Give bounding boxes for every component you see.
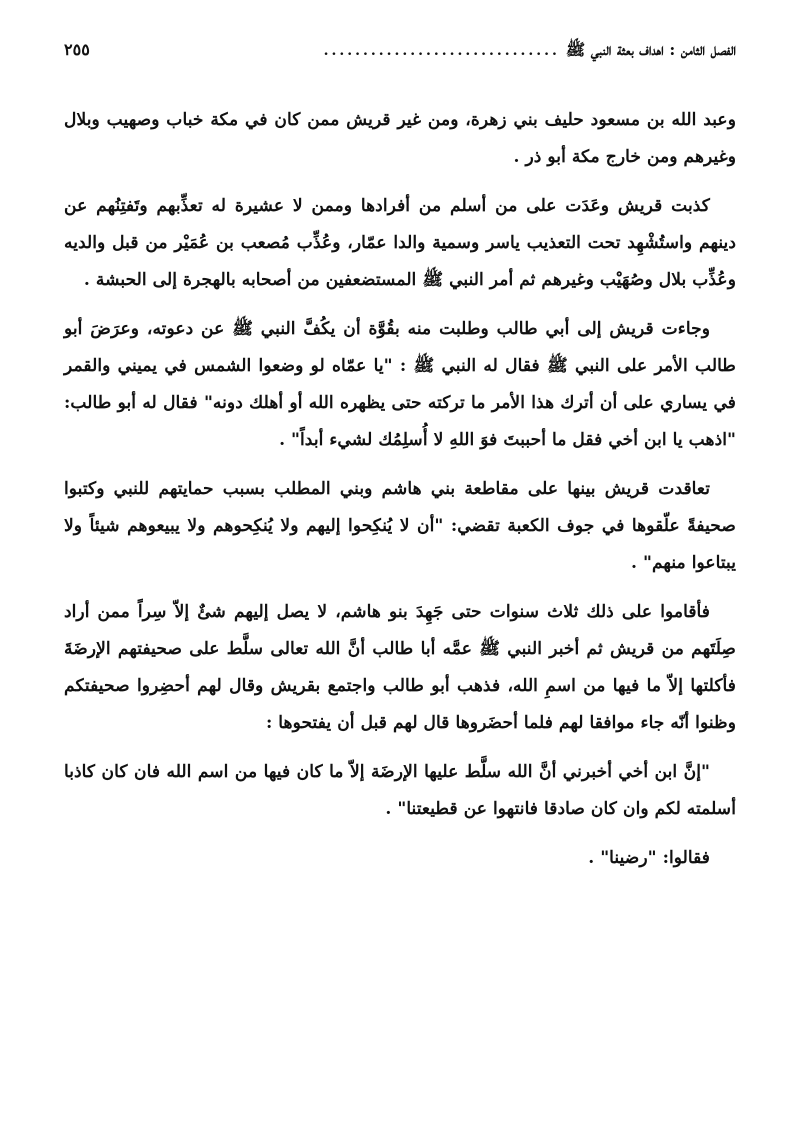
running-header (64, 40, 736, 80)
paragraph-6: "إنَّ ابن أخي أخبرني أنَّ الله سلَّط عليها الإرضَة إلاّ ما كان فيها من اسم الله فان كان كاذبا أسلمته لكم وان كان صادقا فانتهوا عن قطيعتنا" . (64, 762, 736, 819)
chapter-title: الفصل الثامن : اهداف بعثة النبي ﷺ (565, 40, 736, 59)
body-text (64, 102, 736, 877)
header-leader-dots: .............................. (323, 43, 560, 59)
paragraph-3: وجاءت قريش إلى أبي طالب وطلبت منه بقُوَّة أن يكُفَّ النبي ﷺ عن دعوته، وعرَضَ أبو طالب الأمر على النبي ﷺ فقال له النبي ﷺ : "يا عمّاه لو وضعوا الشمس في يميني والقمر في يساري على أن أترك هذا الأمر ما تركته حتى يظهره الله أو أهلك دونه" فقال له أبو طالب: "اذهب يا ابن أخي فقل ما أحببتَ فوَ اللهِ لا أُسلِمُك لشيء أبداً" . (64, 319, 736, 450)
paragraph-7: فقالوا: "رضينا" . (588, 848, 710, 868)
paragraph-5: فأقاموا على ذلك ثلاث سنوات حتى جَهِدَ بنو هاشم، لا يصل إليهم شئٌ إلاّ سِراً ممن أراد صِلَتَهم من قريش ثم أخبر النبي ﷺ عمَّه أبا طالب أنَّ الله تعالى سلَّط على صحيفتهم الإرضَةَ فأكلتها إلاّ ما فيها من اسمِ الله، فذهب أبو طالب واجتمع بقريش وقال لهم أحضِروا صحيفتكم وظنوا أنّه جاء موافقا لهم فلما أحضَروها قال لهم قبل أن يفتحوها : (64, 602, 736, 733)
paragraph-1: وعبد الله بن مسعود حليف بني زهرة، ومن غير قريش ممن كان في مكة خباب وصهيب وبلال وغيرهم ومن خارج مكة أبو ذر . (64, 110, 736, 167)
page-number: ٢٥٥ (64, 40, 90, 59)
paragraph-2: كذبت قريش وعَدَت على من أسلم من أفرادها وممن لا عشيرة له تعذِّبهم وتَفتِنُهم عن دينهم واستُشْهِد تحت التعذيب ياسر وسمية والدا عمّار، وعُذِّب مُصعب بن عُمَيْر من قبل والديه وعُذِّب بلال وصُهَيْب وغيرهم ثم أمر النبي ﷺ المستضعفين من أصحابه بالهجرة إلى الحبشة . (64, 196, 736, 290)
paragraph-4: تعاقدت قريش بينها على مقاطعة بني هاشم وبني المطلب بسبب حمايتهم للنبي وكتبوا صحيفةً علّقوها في جوف الكعبة تقضي: "أن لا يُنكِحوا إليهم ولا يُنكِحوهم ولا يبيعوهم شيئاً ولا يبتاعوا منهم" . (64, 479, 736, 573)
